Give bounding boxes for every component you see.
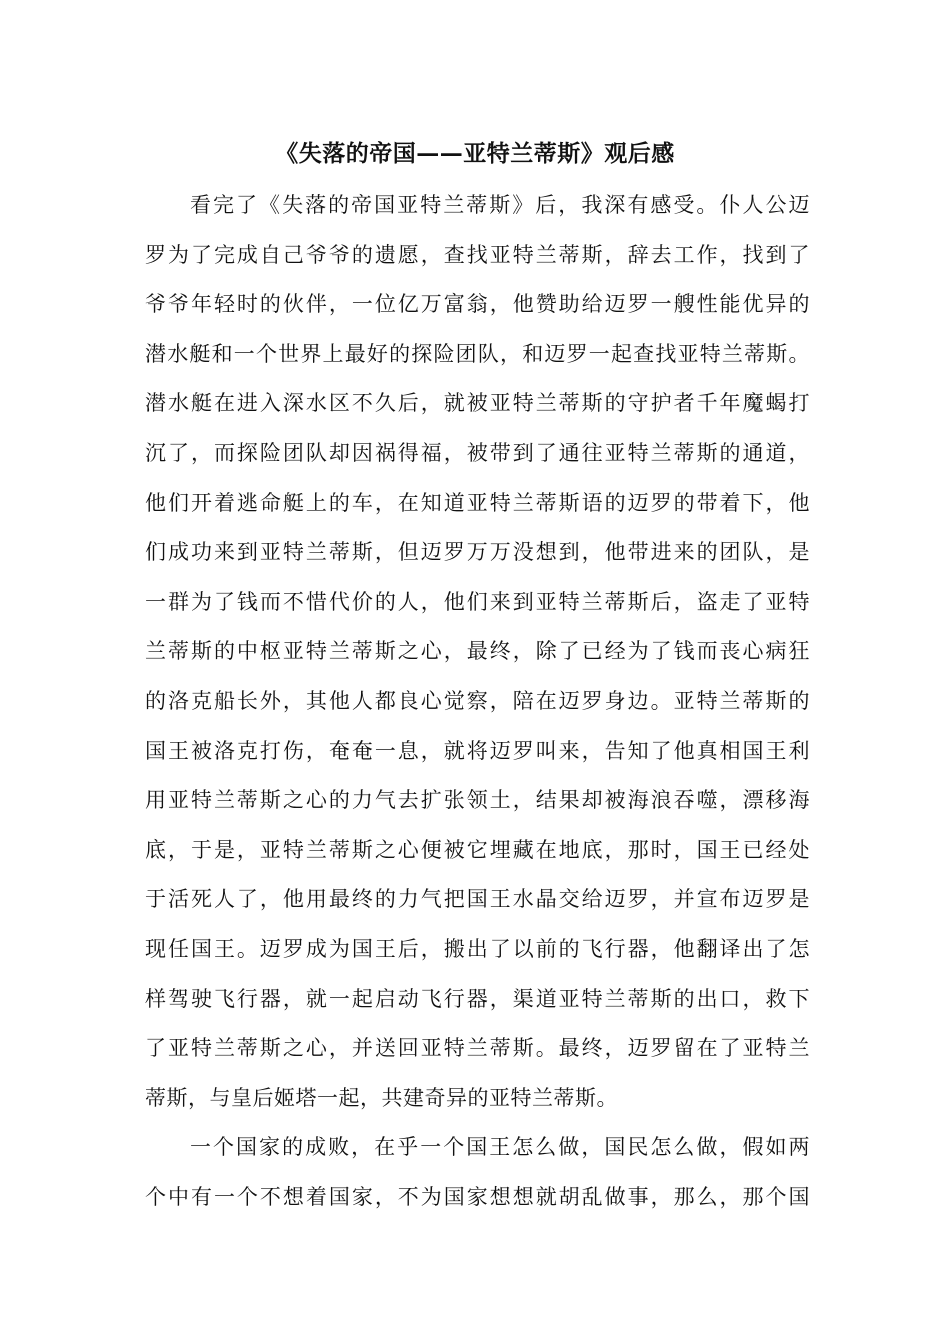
paragraph-line: 他们开着逃命艇上的车，在知道亚特兰蒂斯语的迈罗的带着下，他	[145, 490, 810, 515]
paragraph-line: 爷爷年轻时的伙伴，一位亿万富翁，他赞助给迈罗一艘性能优异的	[145, 292, 810, 317]
document-title: 《失落的帝国——亚特兰蒂斯》观后感	[275, 140, 675, 167]
paragraph-line: 用亚特兰蒂斯之心的力气去扩张领土，结果却被海浪吞噬，漂移海	[145, 788, 810, 813]
document-body	[145, 181, 810, 1222]
paragraph-line: 看完了《失落的帝国亚特兰蒂斯》后，我深有感受。仆人公迈	[190, 193, 810, 217]
paragraph-line: 潜水艇在进入深水区不久后，就被亚特兰蒂斯的守护者千年魔蝎打	[145, 391, 810, 416]
paragraph-line: 沉了，而探险团队却因祸得福，被带到了通往亚特兰蒂斯的通道，	[145, 440, 810, 465]
paragraph-line: 于活死人了，他用最终的力气把国王水晶交给迈罗，并宣布迈罗是	[145, 887, 810, 912]
paragraph-line: 一个国家的成败，在乎一个国王怎么做，国民怎么做，假如两	[190, 1135, 810, 1160]
paragraph-line: 蒂斯，与皇后姬塔一起，共建奇异的亚特兰蒂斯。	[145, 1085, 618, 1110]
paragraph-line: 们成功来到亚特兰蒂斯，但迈罗万万没想到，他带进来的团队，是	[145, 540, 810, 565]
paragraph-line: 国王被洛克打伤，奄奄一息，就将迈罗叫来，告知了他真相国王利	[145, 738, 810, 763]
paragraph-line: 的洛克船长外，其他人都良心觉察，陪在迈罗身边。亚特兰蒂斯的	[145, 688, 810, 713]
paragraph-line: 潜水艇和一个世界上最好的探险团队，和迈罗一起查找亚特兰蒂斯。	[145, 341, 810, 366]
paragraph-line: 个中有一个不想着国家，不为国家想想就胡乱做事，那么，那个国	[145, 1184, 810, 1209]
paragraph-line: 了亚特兰蒂斯之心，并送回亚特兰蒂斯。最终，迈罗留在了亚特兰	[145, 1036, 810, 1061]
paragraph-line: 兰蒂斯的中枢亚特兰蒂斯之心，最终，除了已经为了钱而丧心病狂	[145, 639, 810, 664]
paragraph-line: 底，于是，亚特兰蒂斯之心便被它埋藏在地底，那时，国王已经处	[145, 837, 810, 862]
paragraph-line: 一群为了钱而不惜代价的人，他们来到亚特兰蒂斯后，盗走了亚特	[145, 589, 810, 614]
paragraph-line: 样驾驶飞行器，就一起启动飞行器，渠道亚特兰蒂斯的出口，救下	[145, 986, 810, 1011]
paragraph-line: 现任国王。迈罗成为国王后，搬出了以前的飞行器，他翻译出了怎	[145, 936, 810, 961]
paragraph-line: 罗为了完成自己爷爷的遗愿，查找亚特兰蒂斯，辞去工作，找到了	[145, 242, 810, 267]
